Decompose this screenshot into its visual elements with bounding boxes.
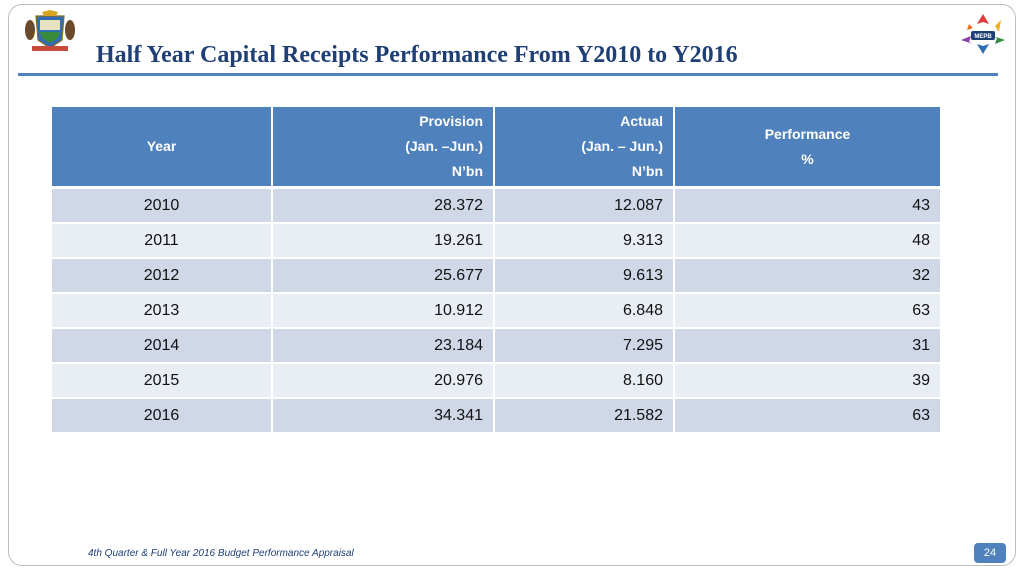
cell-year: 2013 <box>52 293 272 328</box>
header-actual-line3: N’bn <box>631 163 663 179</box>
header-actual-line1: Actual <box>620 113 663 129</box>
header-performance-line1: Performance <box>764 125 851 142</box>
table-row <box>52 328 940 363</box>
cell-provision: 23.184 <box>272 328 494 363</box>
table-row <box>52 293 940 328</box>
table-row <box>52 363 940 398</box>
logo-text: MEPB <box>974 34 992 40</box>
cell-year: 2012 <box>52 258 272 293</box>
cell-performance: 63 <box>674 398 940 433</box>
cell-year: 2010 <box>52 188 272 224</box>
table-row <box>52 223 940 258</box>
header-provision-line3: N’bn <box>451 163 483 179</box>
cell-year: 2015 <box>52 363 272 398</box>
cell-actual: 9.613 <box>494 258 674 293</box>
capital-receipts-table <box>52 107 940 434</box>
page-number-badge: 24 <box>974 543 1006 563</box>
coat-of-arms-icon <box>22 10 78 52</box>
cell-provision: 34.341 <box>272 398 494 433</box>
cell-actual: 12.087 <box>494 188 674 224</box>
cell-provision: 20.976 <box>272 363 494 398</box>
cell-performance: 32 <box>674 258 940 293</box>
cell-provision: 19.261 <box>272 223 494 258</box>
footer-text: 4th Quarter & Full Year 2016 Budget Performance Appraisal <box>88 548 354 559</box>
header-provision <box>272 107 494 188</box>
table-row <box>52 188 940 224</box>
cell-actual: 9.313 <box>494 223 674 258</box>
cell-performance: 63 <box>674 293 940 328</box>
slide-title: Half Year Capital Receipts Performance From Y2010 to Y2016 <box>96 42 738 68</box>
cell-actual: 8.160 <box>494 363 674 398</box>
header-actual <box>494 107 674 188</box>
cell-performance: 39 <box>674 363 940 398</box>
title-underline <box>18 73 998 76</box>
header-provision-line2: (Jan. –Jun.) <box>405 138 483 154</box>
cell-provision: 10.912 <box>272 293 494 328</box>
cell-performance: 43 <box>674 188 940 224</box>
cell-year: 2011 <box>52 223 272 258</box>
cell-provision: 28.372 <box>272 188 494 224</box>
header-provision-line1: Provision <box>419 113 483 129</box>
cell-provision: 25.677 <box>272 258 494 293</box>
header-year: Year <box>52 107 272 188</box>
table-row <box>52 258 940 293</box>
cell-actual: 7.295 <box>494 328 674 363</box>
cell-performance: 48 <box>674 223 940 258</box>
cell-year: 2016 <box>52 398 272 433</box>
header-performance-line2: % <box>801 150 814 167</box>
cell-performance: 31 <box>674 328 940 363</box>
cell-actual: 6.848 <box>494 293 674 328</box>
table-row <box>52 398 940 433</box>
cell-year: 2014 <box>52 328 272 363</box>
table-header-row <box>52 107 940 188</box>
header-performance <box>674 107 940 188</box>
header-actual-line2: (Jan. – Jun.) <box>581 138 663 154</box>
cell-actual: 21.582 <box>494 398 674 433</box>
mepb-logo-icon <box>955 10 1011 56</box>
